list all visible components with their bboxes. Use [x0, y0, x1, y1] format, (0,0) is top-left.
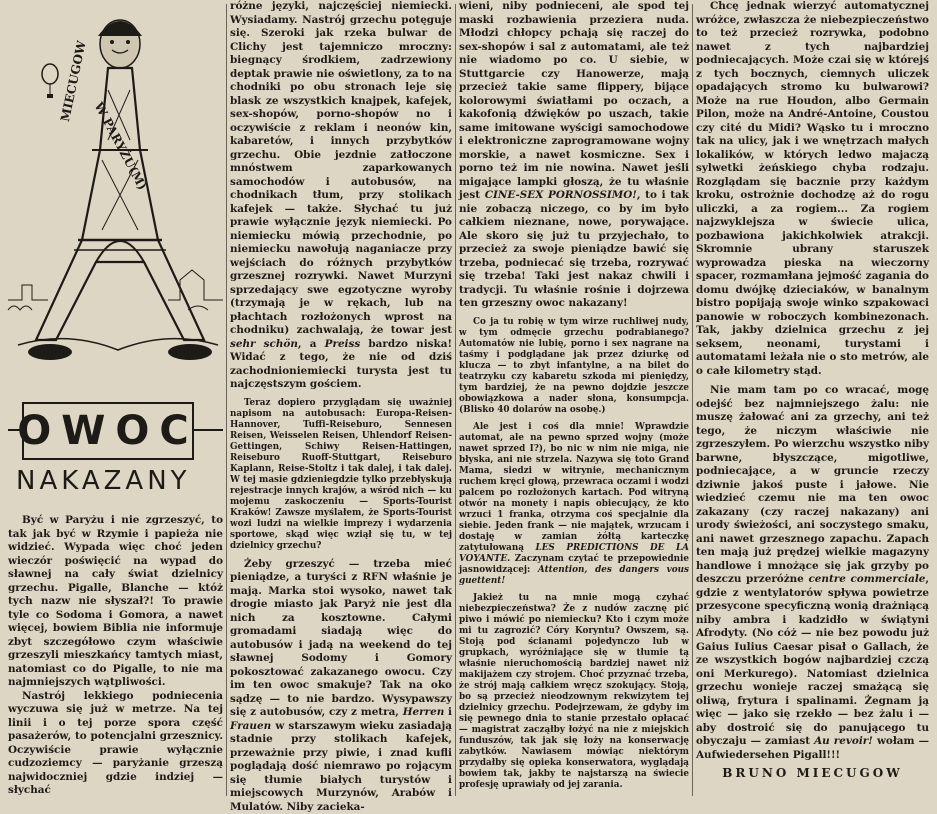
col2-paragraph-2: Teraz dopiero przyglądam się uważniej napisom na autobusach: Europa-Reisen-Hannover, Tuffi-Reiseburo, Sennesen Reisen, Weisselen Reisen, Uhlendorf Reisen-Gettingen, Schiwy Reisen-Hattingen, Reiseburo Ruoff-Stuttgart, Reiseburo Kaplann, Reise-Stoltz i tak dalej, i tak dalej. W tej masie gdzieniegdzie tylko przebłyskują rejestracje innych krajów, a wśród nich — ku mojemu zaskoczeniu — Sports-Tourist Kraków! Zawsze myślałem, że Sports-Tourist wozi ludzi na wielkie imprezy i wydarzenia sportowe, skąd więc wziął się tu, w tej dzielnicy grzechu?: [230, 398, 452, 552]
column-divider: [692, 4, 693, 796]
col2-paragraph-1: różne języki, najczęściej niemiecki. Wysiadamy. Nastrój grzechu potęguje się. Szeroki jak rzeka bulwar de Clichy jest tajemniczo mroczny: biegnący środkiem, zadrzewiony deptak prawie nie oświetlony, za to na chodniki po obu stronach leje się blask ze wszystkich knajpek, kafejek, sex-shopów, porno-shopów no i oczywiście z reklam i neonów kin, kabaretów, i innych przybytków grzechu. Obie jezdnie zatłoczone mnóstwem zaparkowanych samochodów i autobusów, na chodnikach tłum, przy stolikach kafejek — także. Słychać tu już prawie wyłącznie język niemiecki. Po niemiecku mówią przechodnie, po niemiecku nawołują naganiacze przy wejściach do różnych przybytków grzesznej rozrywki. Nawet Murzyni sprzedający swe egzotyczne wyroby (trzymają je w rękach, lub na płachtach rozłożonych wprost na chodniku) zachwalają, że towar jest sehr schön, a Preiss bardzo niska! Widać z tego, że nie od dziś zachodnioniemiecki turysta jest tu najczęstszym gościem.: [230, 0, 452, 392]
column-divider: [455, 4, 456, 796]
col3-paragraph-1: wieni, niby podnieceni, ale spod tej maski rozbawienia przeziera nuda. Młodzi chłopcy pchają się raczej do sex-shopów i sal z automatami, ale też nie wiadomo po co. U siebie, w Stuttgarcie czy Hanowerze, mają przecież takie same flippery, bijące kolorowymi światłami po oczach, a kakofonią dźwięków po uszach, takie same imitowane wyścigi samochodowe i elektroniczne zaprogramowane wojny morskie, a nawet kosmiczne. Sex i porno też im nie nowina. Nawet jeśli migające lampki głoszą, że tu właśnie jest CINE-SEX PORNOSSIMO!, to i tak nie zobaczą niczego, co by im było całkiem nieznane, nowe, porywające. Ale skoro się już tu przyjechało, to przecież za swoje pieniądze bawić się trzeba, podniecać się trzeba, rozrywać się trzeba! Taki jest nakaz chwili i tradycji. Tu właśnie rośnie i dojrzewa ten grzeszny owoc nakazany!: [459, 0, 689, 311]
col4-paragraph-2: Nie mam tam po co wracać, mogę odejść bez najmniejszego żalu: nie muszę żałować ani za grzechy, ani też tego, że niczym właściwie nie zgrzeszyłem. Po wierzchu wszystko niby barwne, błyszczące, migotliwe, podniecające, a w gruncie rzeczy dziwnie jakoś puste i jałowe. Nie wiedzieć czemu nie ma ten owoc zakazany (czy raczej nakazany) ani urody świeżości, ani soczystego smaku, ani nawet grzesznego zapachu. Zapach ten mają już prędzej wielkie magazyny handlowe i mnożące się jak grzyby po deszczu przeróżne centre commerciale, gdzie z wentylatorów spływa powietrze przesycone specyficzną wonią drażniącą niby ambra i kadzidło w świątyni Afrodyty. (No cóż — nie bez powodu już Gaius Iulius Caesar pisał o Gallach, że ze wszystkich bogów najbardziej czczą oni Merkurego). Natomiast dzielnica grzechu wonieje raczej smażącą się oliwą, frytura i spalinami. Żegnam ją więc — jako się rzekło — bez żalu i — aby dostroić się do panującego tu obyczaju — zamiast Au revoir! wołam — Aufwiedersehen Pigall!!!: [696, 384, 929, 762]
illustration-label-right: W PARYŻU(M): [92, 100, 150, 192]
col4-paragraph-1: Chcę jednak wierzyć automatycznej wróżce, zwłaszcza że niebezpieczeństwo to też przecież rozrywka, podobno nawet z tych najbardziej podniecających. Może czai się w którejś z tych bocznych, ciemnych uliczek opadających stromo ku bulwarowi? Może na rue Houdon, albo Germain Pilon, może na André-Antoine, Coustou czy cité du Midi? Wąsko tu i mroczno tak na ulicy, jak i we wnętrzach małych lokalików, w których ledwo majaczą sylwetki żeńskiego chyba rodzaju. Rozglądam się bacznie przy każdym kroku, ostrożnie dochodzę aż do rogu uliczki, a za rogiem... Za rogiem najzwyklejsza w świecie ulica, pozbawiona jakichkolwiek atrakcji. Skromnie ubrany staruszek wyprowadza pieska na wieczorny spacer, rozmamłana jejmość zagania do domu dwójkę dzieciaków, w banalnym bistro popijają swoje winko szpakowaci panowie w roboczych kombinezonach. Tak, jakby dzielnica grzechu z jej seksem, neonami, turystami i automatami leżała nie o sto metrów, ale o całe kilometry stąd.: [696, 0, 929, 378]
illustration-label-left: MIECUGOW: [58, 40, 89, 123]
headline-word-2: NAKAZANY: [16, 466, 216, 496]
headline-word-1: OWOC: [22, 402, 194, 460]
col2-paragraph-3: Żeby grzeszyć — trzeba mieć pieniądze, a turyści z RFN właśnie je mają. Marka stoi wysoko, nawet tak drogie miasto jak Paryż nie jest dla nich za kosztowne. Całymi gromadami siadają więc do autobusów i jadą na weekend do tej sławnej Sodomy i Gomory pokosztować zakazanego owocu. Czy im ten owoc smakuje? Tak na oko sądzę — to nie bardzo. Wysypawszy się z autobusów, czy z metra, Herren i Frauen w starszawym wieku zasiadają stadnie przy stolikach kafejek, przeważnie przy piwie, i znad kufli poglądają dość niemrawo po rojącym się tłumie białych turystów i miejscowych Murzynów, Arabów i Mulatów. Niby zacieka-: [230, 558, 452, 814]
eiffel-tower-illustration: [8, 0, 223, 388]
col1-paragraph-2: Nastrój lekkiego podniecenia wyczuwa się już w metrze. Na tej linii i o tej porze spora część pasażerów, to potencjalni grzesznicy. Oczywiście prawie wyłącznie cudzoziemcy — paryżanie grzeszą najwidoczniej gdzie indziej — słychać: [8, 690, 223, 798]
column-3: [459, 0, 689, 800]
headline: [8, 396, 223, 514]
column-divider: [226, 4, 227, 796]
col1-paragraph-1: Być w Paryżu i nie zgrzeszyć, to tak jak być w Rzymie i papieża nie widzieć. Wypada więc choć jeden wieczór poświęcić na wypad do sławnej na cały świat dzielnicy grzechu. Pigalle, Blanche — któż tych nazw nie słyszał?! To prawie tyle co Sodoma i Gomora, a nawet więcej, bowiem Biblia nie informuje zbyt szczegółowo czym właściwie grzeszyli mieszkańcy tamtych miast, natomiast co do Pigalle, to nie ma najmniejszych wątpliwości.: [8, 514, 223, 690]
eiffel-tower-drawing: [8, 0, 223, 388]
author-signature: BRUNO MIECUGOW: [696, 766, 929, 780]
col3-paragraph-4: Jakież tu na mnie mogą czyhać niebezpieczeństwa? Że z nudów zacznę pić piwo i mówić po niemiecku? Kto i czym może mi tu zagrozić? Córy Koryntu? Owszem, są. Stoją pod ścianami pojedynczo lub w grupkach, wyróżniające się w tłumie tą właśnie nieruchomością bardziej nawet niż makijażem czy strojem. Choć przyznać trzeba, że strój mają całkiem wręcz szokujący. Stoją, bo są przecież nieodzownym rekwizytem tej dzielnicy grzechu. Podejrzewam, że gdyby im się pewnego dnia to stanie przestało opłacać — magistrat zacząłby łożyć na nie z miejskich funduszów, tak jak się łoży na konserwację zabytków. Nawiasem mówiąc niektórym przydałby się opieka konserwatora, wyglądają bowiem tak, jakby te najstarszą na świecie profesję uprawiały od jej zarania.: [459, 593, 689, 791]
column-4: [696, 0, 929, 800]
column-2: [230, 0, 452, 800]
col3-paragraph-3: Ale jest i coś dla mnie! Wprawdzie automat, ale na pewno sprzed wojny (może nawet sprzed I?), bo nic w nim nie miga, nie błyska, ani nie strzela. Nazywa się toto Grand Mama, siedzi w witrynie, mechanicznym ruchem kręci głową, przewraca oczami i wodzi palcem po rozłożonych kartach. Pod witryną otwór na monety i napis obiecujący, że kto wrzuci 1 franka, otrzyma coś specjalnie dla siebie. Jeden frank — nie majątek, wrzucam i dostaję w zamian żółtą karteczkę zatytułowaną LES PREDICTIONS DE LA VOYANTE. Zaczynam czytać te przepowiednie jasnowidzącej: Attention, des dangers vous guettent!: [459, 422, 689, 587]
column-1: [8, 0, 223, 800]
col3-paragraph-2: Co ja tu robię w tym wirze ruchliwej nudy, w tym odmęcie grzechu podrabianego? Automatów nie lubię, porno i sex nagrane na taśmy i podglądane jak przez dziurkę od klucza — to zbyt infantylne, a na bilet do teatrzyku czy kabaretu szkoda mi pieniędzy, tym bardziej, że na pewno dojdzie jeszcze obowiązkowa a nader słona, konsumpcja. (Blisko 40 dolarów na osobę.): [459, 317, 689, 416]
